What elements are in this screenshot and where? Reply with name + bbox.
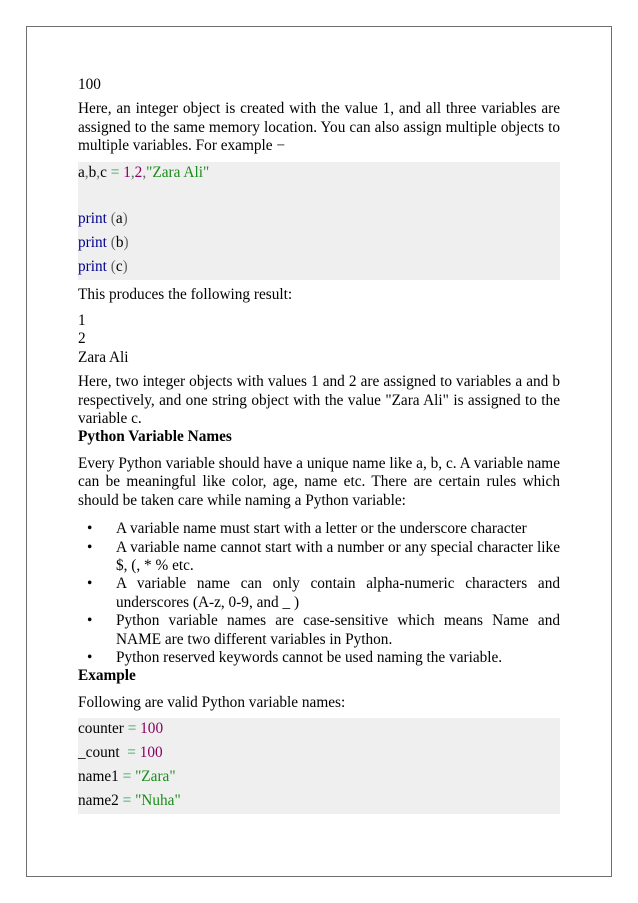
list-item-text: Python reserved keywords cannot be used naming the variable. bbox=[116, 648, 503, 666]
code-line-blank bbox=[78, 186, 560, 208]
bullet-icon: • bbox=[87, 538, 93, 556]
list-item bbox=[78, 539, 560, 576]
explanation-paragraph: Here, two integer objects with values 1 and 2 are assigned to variables a and b respectively, and one string object with the value "Zara Ali" is assigned to the variable c. bbox=[78, 373, 560, 428]
code-token: = bbox=[119, 744, 140, 762]
code-token: = bbox=[118, 768, 136, 786]
code-keyword: print bbox=[78, 233, 107, 251]
result-output bbox=[78, 312, 560, 367]
code-token: ) bbox=[123, 233, 129, 251]
result-intro: This produces the following result: bbox=[78, 285, 293, 303]
result-line: 2 bbox=[78, 330, 86, 348]
code-token: b bbox=[115, 233, 124, 251]
code-line-print-c bbox=[78, 256, 560, 280]
code-token: ( bbox=[106, 209, 116, 227]
example-intro: Following are valid Python variable names: bbox=[78, 693, 346, 711]
code-token: ( bbox=[106, 233, 116, 251]
document-content bbox=[78, 76, 560, 814]
code-token: ) bbox=[122, 209, 128, 227]
code-token: "Zara Ali" bbox=[146, 163, 210, 181]
bullet-icon: • bbox=[87, 575, 93, 593]
result-line: Zara Ali bbox=[78, 348, 129, 366]
section-heading-variable-names: Python Variable Names bbox=[78, 428, 232, 446]
bullet-icon: • bbox=[87, 612, 93, 630]
rules-intro-paragraph: Every Python variable should have a unique name like a, b, c. A variable name can be meaningful like color, age, name etc. There are certain rules which should be taken care while naming a Python variable: bbox=[78, 454, 560, 509]
code-token: ( bbox=[106, 257, 116, 275]
code-token: , bbox=[96, 163, 101, 181]
code-token: 100 bbox=[140, 720, 164, 738]
section-heading-example: Example bbox=[78, 667, 136, 685]
code-line-multi-assign bbox=[78, 162, 560, 186]
code-token: name2 bbox=[78, 792, 119, 810]
bullet-icon: • bbox=[87, 648, 93, 666]
code-line bbox=[78, 790, 560, 814]
code-token: , bbox=[84, 163, 89, 181]
code-block-assignment bbox=[78, 162, 560, 280]
code-token: , bbox=[130, 163, 135, 181]
code-token: = bbox=[118, 792, 136, 810]
result-line: 1 bbox=[78, 312, 86, 330]
code-token: , bbox=[142, 163, 147, 181]
code-token: = bbox=[106, 163, 124, 181]
code-token: c bbox=[100, 163, 107, 181]
list-item bbox=[78, 520, 560, 538]
code-token: a bbox=[78, 163, 85, 181]
top-output: 100 bbox=[78, 76, 101, 93]
code-token: 1 bbox=[123, 163, 131, 181]
code-keyword: print bbox=[78, 257, 107, 275]
code-token: name1 bbox=[78, 768, 119, 786]
code-token: 100 bbox=[139, 744, 163, 762]
code-token: c bbox=[115, 257, 123, 275]
code-line-print-a bbox=[78, 208, 560, 232]
rules-list bbox=[78, 520, 560, 667]
code-token: b bbox=[88, 163, 97, 181]
code-token: counter bbox=[78, 720, 124, 738]
list-item bbox=[78, 612, 560, 649]
code-token: "Zara" bbox=[135, 768, 176, 786]
intro-paragraph: Here, an integer object is created with the value 1, and all three variables are assigned to the same memory location. You can also assign multiple objects to multiple variables. For example − bbox=[78, 100, 560, 155]
code-keyword: print bbox=[78, 209, 107, 227]
list-item-text: A variable name must start with a letter or the underscore character bbox=[116, 520, 527, 538]
list-item-text: A variable name can only contain alpha-numeric characters and underscores (A-z, 0-9, and _ ) bbox=[116, 575, 560, 611]
code-token: a bbox=[115, 209, 123, 227]
list-item-text: A variable name cannot start with a number or any special character like $, (, * % etc. bbox=[116, 538, 560, 574]
list-item-text: Python variable names are case-sensitive which means Name and NAME are two different variables in Python. bbox=[116, 612, 560, 648]
code-block-valid-names bbox=[78, 718, 560, 814]
code-line bbox=[78, 766, 560, 790]
code-token: = bbox=[123, 720, 141, 738]
code-token: 2 bbox=[134, 163, 143, 181]
code-line bbox=[78, 718, 560, 742]
code-token: "Nuha" bbox=[135, 792, 181, 810]
code-line-print-b bbox=[78, 232, 560, 256]
list-item bbox=[78, 575, 560, 612]
code-line bbox=[78, 742, 560, 766]
bullet-icon: • bbox=[87, 520, 93, 538]
list-item bbox=[78, 649, 560, 667]
code-token: _count bbox=[78, 744, 120, 762]
code-token: ) bbox=[122, 257, 128, 275]
